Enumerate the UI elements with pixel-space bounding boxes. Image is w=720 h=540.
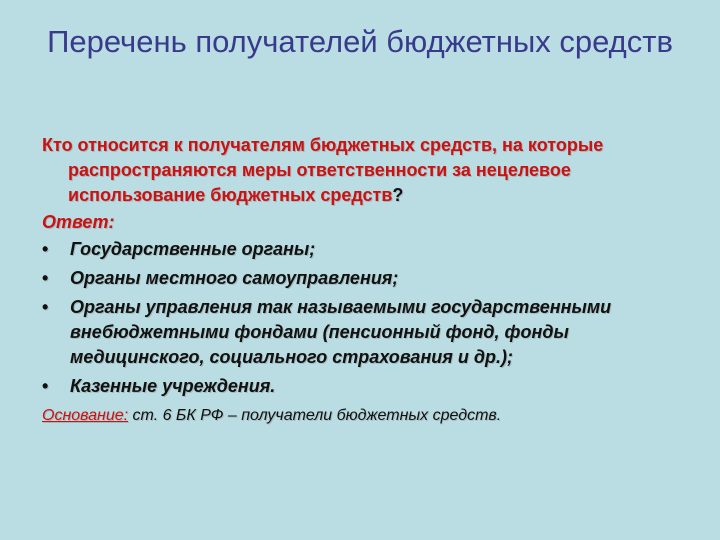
- basis-line: [42, 403, 692, 428]
- answer-label: Ответ:: [42, 212, 115, 232]
- bullet-icon: •: [42, 268, 49, 288]
- list-item-text: Государственные органы;: [70, 239, 316, 259]
- list-item: [42, 374, 692, 399]
- answer-list: [42, 237, 692, 399]
- question-text: Кто относится к получателям бюджетных средств, на которые распространяются меры ответственности за нецелевое использование бюджетных средств: [42, 135, 604, 205]
- list-item: [42, 295, 692, 370]
- list-item: [42, 266, 692, 291]
- list-item: [42, 237, 692, 262]
- list-item-text: Органы управления так называемыми государственными внебюджетными фондами (пенсионный фонд, фонды медицинского, социального страхования и др.);: [70, 297, 612, 367]
- basis-text: ст. 6 БК РФ – получатели бюджетных средств.: [128, 407, 502, 424]
- slide-content: [42, 133, 692, 444]
- bullet-icon: •: [42, 297, 49, 317]
- question: [42, 133, 692, 208]
- question-mark: ?: [392, 185, 404, 205]
- bullet-icon: •: [42, 376, 49, 396]
- slide-title: Перечень получателей бюджетных средств: [47, 24, 673, 59]
- list-item-text: Казенные учреждения.: [70, 376, 276, 396]
- bullet-icon: •: [42, 239, 49, 259]
- list-item-text: Органы местного самоуправления;: [70, 268, 399, 288]
- basis-label: Основание:: [42, 407, 129, 424]
